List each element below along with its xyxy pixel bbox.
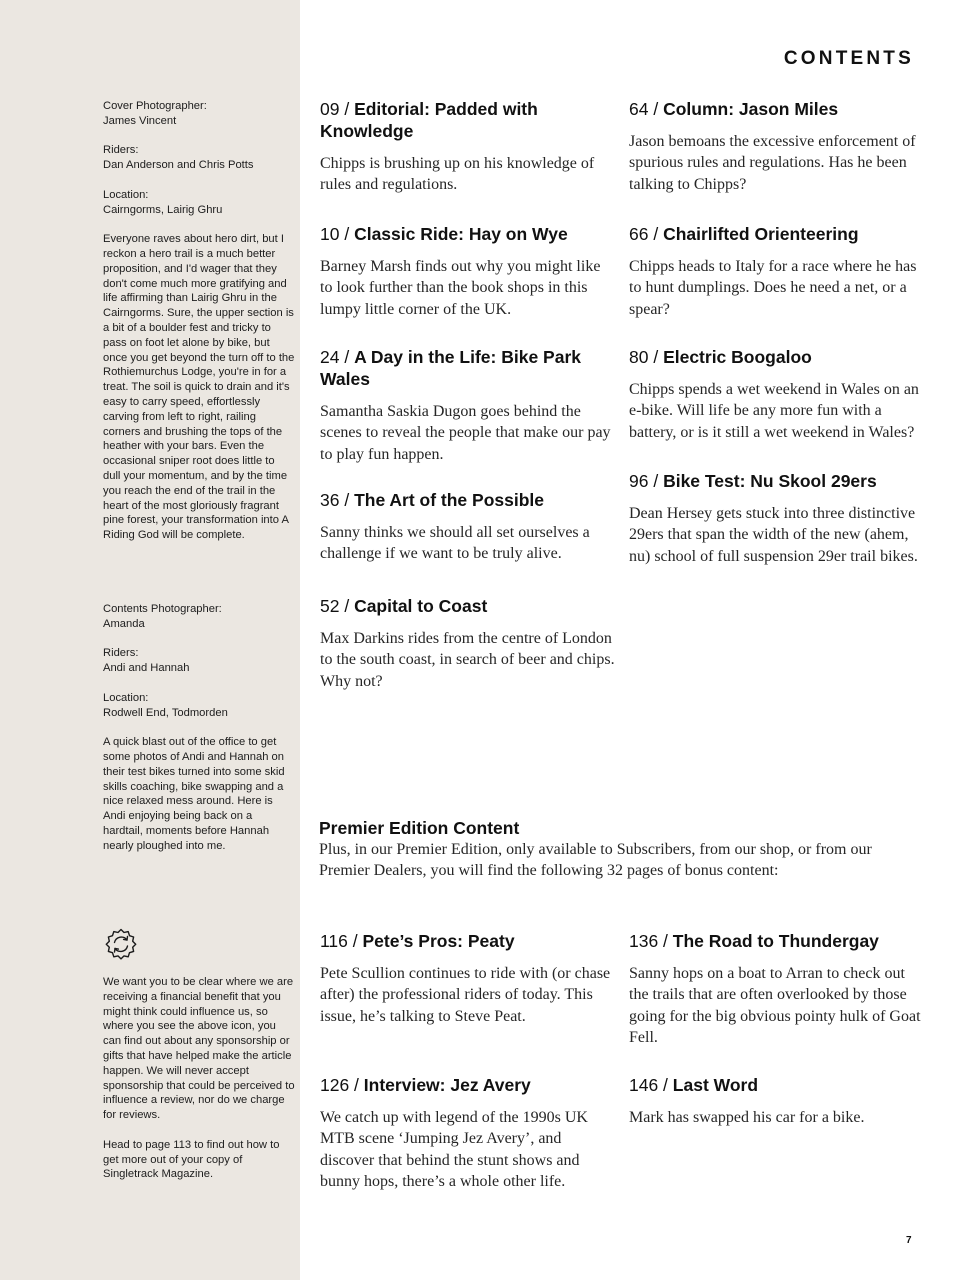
sponsorship-icon: [102, 927, 140, 965]
cover-riders: Riders: Dan Anderson and Chris Potts: [103, 144, 254, 172]
entry-title: Editorial: Padded with Knowledge: [320, 99, 538, 141]
premier-intro: Plus, in our Premier Edition, only available to Subscribers, from our shop, or from our Premier Dealers, you will find the following 32 pages of bonus content:: [319, 841, 872, 880]
entry-page-number: 36 /: [320, 490, 355, 510]
contents-entry[interactable]: [320, 223, 616, 320]
entry-page-number: 146 /: [629, 1075, 673, 1095]
entry-description: Chipps heads to Italy for a race where he has to hunt dumplings. Does he need a net, or a spear?: [629, 258, 917, 318]
entry-title: Capital to Coast: [354, 596, 488, 616]
entry-description: Jason bemoans the excessive enforcement of spurious rules and regulations. Has he been talking to Chipps?: [629, 133, 916, 193]
page-title: CONTENTS: [783, 48, 914, 69]
cover-credits: [103, 99, 295, 543]
entry-title: The Art of the Possible: [354, 490, 544, 510]
contents-photo-credits: [103, 602, 295, 854]
premier-entry[interactable]: [320, 930, 616, 1027]
entry-page-number: 09 /: [320, 99, 355, 119]
premier-entry[interactable]: [320, 1074, 616, 1192]
entry-page-number: 24 /: [320, 347, 355, 367]
entry-page-number: 136 /: [629, 931, 673, 951]
entry-page-number: 66 /: [629, 224, 664, 244]
sponsorship-text: We want you to be clear where we are receiving a financial benefit that you might think could influence us, so where you see the above icon, you can find out about any sponsorship or gifts that have helped make the article happen. We will never accept sponsorship that could be perceived to influence a review, nor do we charge for reviews.: [103, 976, 295, 1122]
entry-page-number: 10 /: [320, 224, 355, 244]
entry-description: Pete Scullion continues to ride with (or chase after) the professional riders of today. This issue, he’s talking to Steve Peat.: [320, 965, 611, 1025]
entry-heading: [320, 595, 616, 617]
entry-title: Interview: Jez Avery: [363, 1075, 531, 1095]
contents-entry[interactable]: [629, 346, 925, 443]
cover-location: Location: Cairngorms, Lairig Ghru: [103, 188, 223, 216]
contents-entry[interactable]: [320, 489, 616, 565]
entry-title: Pete’s Pros: Peaty: [362, 931, 515, 951]
entry-title: The Road to Thundergay: [672, 931, 879, 951]
entry-description: Chipps spends a wet weekend in Wales on an e-bike. Will life be any more fun with a battery, or is it still a wet weekend in Wales?: [629, 381, 919, 441]
entry-description: Chipps is brushing up on his knowledge of rules and regulations.: [320, 155, 595, 194]
premier-entry[interactable]: [629, 930, 925, 1048]
entry-title: A Day in the Life: Bike Park Wales: [320, 347, 581, 389]
entry-description: Max Darkins rides from the centre of London to the south coast, in search of beer and chips. Why not?: [320, 630, 615, 690]
entry-heading: [320, 930, 616, 952]
entry-heading: [629, 98, 925, 120]
entry-title: Last Word: [672, 1075, 759, 1095]
entry-heading: [320, 346, 616, 390]
premier-entry[interactable]: [629, 1074, 925, 1128]
entry-page-number: 126 /: [320, 1075, 364, 1095]
page-number: 7: [906, 1235, 912, 1246]
entry-heading: [320, 1074, 616, 1096]
entry-description: Sanny hops on a boat to Arran to check out the trails that are often overlooked by those going for the big obvious pointy hulk of Goat Fell.: [629, 965, 921, 1046]
entry-description: Sanny thinks we should all set ourselves a challenge if we want to be truly alive.: [320, 524, 590, 563]
sponsorship-notice: [103, 975, 295, 1182]
contents-photo-description: A quick blast out of the office to get some photos of Andi and Hannah on their test bikes turned into some skid skills coaching, bike swapping and a nice relaxed mess around. Here is Andi enjoying being back on a hardtail, moments before Hannah nearly ploughed into me.: [103, 736, 285, 852]
contents-entry[interactable]: [629, 223, 925, 320]
entry-description: Barney Marsh finds out why you might like to look further than the book shops in this lumpy little corner of the UK.: [320, 258, 601, 318]
entry-heading: [320, 98, 616, 142]
entry-page-number: 64 /: [629, 99, 664, 119]
entry-heading: [629, 1074, 925, 1096]
sponsorship-link-text: Head to page 113 to find out how to get more out of your copy of Singletrack Magazine.: [103, 1138, 280, 1181]
premier-section: [319, 817, 919, 882]
entry-title: Column: Jason Miles: [663, 99, 839, 119]
entry-title: Chairlifted Orienteering: [663, 224, 859, 244]
entry-heading: [629, 470, 925, 492]
contents-riders: Riders: Andi and Hannah: [103, 647, 190, 675]
entry-page-number: 80 /: [629, 347, 664, 367]
entry-title: Classic Ride: Hay on Wye: [354, 224, 568, 244]
entry-heading: [629, 223, 925, 245]
contents-entry[interactable]: [629, 98, 925, 195]
entry-title: Bike Test: Nu Skool 29ers: [663, 471, 877, 491]
contents-location: Location: Rodwell End, Todmorden: [103, 691, 228, 719]
premier-title: Premier Edition Content: [319, 818, 520, 838]
entry-heading: [629, 930, 925, 952]
sidebar-panel: [0, 0, 300, 1280]
contents-entry[interactable]: [629, 470, 925, 567]
entry-description: Dean Hersey gets stuck into three distinctive 29ers that span the width of the new (ahem, nu) school of full suspension 29er trail bikes.: [629, 505, 918, 565]
contents-photographer: Contents Photographer: Amanda: [103, 603, 222, 630]
entry-heading: [320, 223, 616, 245]
entry-description: Samantha Saskia Dugon goes behind the scenes to reveal the people that make our pay to play fun happen.: [320, 403, 611, 463]
cover-description: Everyone raves about hero dirt, but I reckon a hero trail is a much better proposition, and I'd wager that they don't come much more gratifying and life affirming than Lairig Ghru in the Cairngorms. Sure, the upper section is a bit of a boulder fest and tricky to pass on foot let alone by bike, but once you get beyond the turn off to the Rothiemurchus Lodge, you're in for a treat. The soil is quick to drain and it's easy to carry speed, effortlessly carving from left to right, railing corners and brushing the tops of the heather with your bars. Even the occasional sniper root does little to dull your momentum, and by the time you reach the end of the trail in the heart of the most gloriously fragrant pine forest, your transformation into A Riding God will be complete.: [103, 233, 295, 542]
contents-entry[interactable]: [320, 595, 616, 692]
cover-photographer: Cover Photographer: James Vincent: [103, 100, 207, 127]
entry-title: Electric Boogaloo: [663, 347, 812, 367]
contents-entry[interactable]: [320, 346, 616, 465]
entry-page-number: 96 /: [629, 471, 664, 491]
entry-heading: [320, 489, 616, 511]
entry-page-number: 116 /: [320, 931, 363, 951]
contents-entry[interactable]: [320, 98, 616, 196]
entry-page-number: 52 /: [320, 596, 355, 616]
entry-description: We catch up with legend of the 1990s UK MTB scene ‘Jumping Jez Avery’, and discover that behind the stunt shows and bunny hops, there’s a whole other life.: [320, 1109, 588, 1190]
entry-description: Mark has swapped his car for a bike.: [629, 1109, 865, 1126]
entry-heading: [629, 346, 925, 368]
